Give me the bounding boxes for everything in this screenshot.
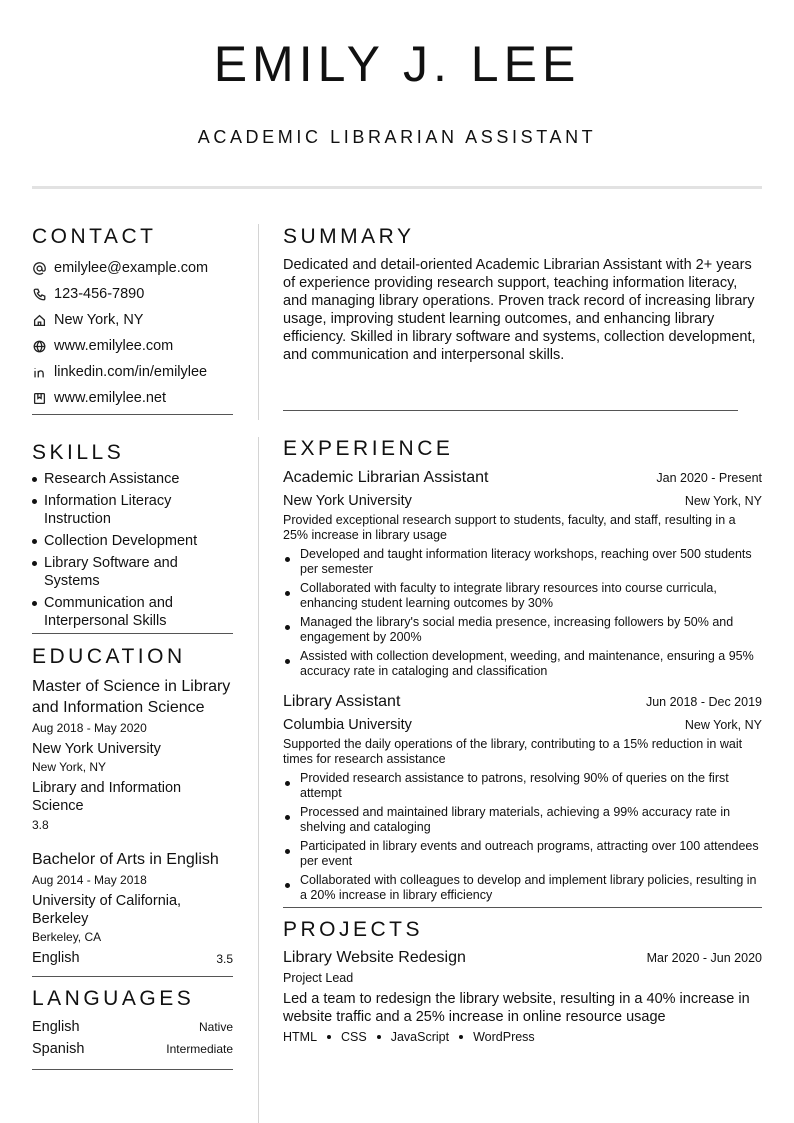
language-level: Intermediate xyxy=(166,1042,233,1056)
phone-icon xyxy=(32,287,46,301)
skill-item: Collection Development xyxy=(32,532,233,550)
job-company: New York University xyxy=(283,493,412,509)
languages-heading: LANGUAGES xyxy=(32,987,195,1010)
job-entry xyxy=(283,467,762,679)
globe-icon xyxy=(32,339,46,353)
education-divider xyxy=(32,976,233,977)
skill-item: Information Literacy Instruction xyxy=(32,492,233,528)
column-divider-top xyxy=(258,224,259,420)
contact-phone[interactable] xyxy=(32,281,233,307)
skills-divider xyxy=(32,633,233,634)
language-name: Spanish xyxy=(32,1041,85,1057)
separator-dot-icon xyxy=(459,1035,463,1039)
contact-website[interactable] xyxy=(32,333,233,359)
contact-email-text: emilylee@example.com xyxy=(54,260,209,276)
contact-email[interactable] xyxy=(32,255,233,281)
job-location: New York, NY xyxy=(684,718,762,732)
job-title: Library Assistant xyxy=(283,693,401,710)
job-header xyxy=(283,467,762,489)
edu-field-row xyxy=(32,949,233,967)
project-entry xyxy=(283,947,762,1044)
project-dates: Mar 2020 - Jun 2020 xyxy=(646,951,762,965)
job-description: Provided exceptional research support to students, faculty, and staff, resulting in a 25% increase in library usage xyxy=(283,513,736,542)
edu-field: English xyxy=(32,950,80,966)
education-entry xyxy=(32,676,233,833)
summary-text: Dedicated and detail-oriented Academic Librarian Assistant with 2+ years of experience providing research support, teaching information literacy, and managing library operations. Proven track record of increasing library usage, improving student learning outcomes, and enhancing library efficiency. Skilled in library software and systems, collection development, and communication and interpersonal skills. xyxy=(283,257,756,363)
language-name: English xyxy=(32,1019,80,1035)
skills-section xyxy=(32,440,233,634)
experience-section xyxy=(283,436,762,908)
job-company: Columbia University xyxy=(283,717,412,733)
education-section xyxy=(32,644,233,977)
project-header xyxy=(283,947,762,969)
contact-phone-text: 123-456-7890 xyxy=(54,286,145,302)
languages-section xyxy=(32,986,233,1070)
job-bullet: Collaborated with colleagues to develop and implement library policies, resulting in a 20% increase in library efficiency xyxy=(283,873,762,903)
language-item xyxy=(32,1016,233,1038)
linkedin-icon xyxy=(32,365,46,379)
language-level: Native xyxy=(198,1020,233,1034)
portfolio-icon xyxy=(32,391,46,405)
edu-location: Berkeley, CA xyxy=(32,930,102,944)
job-bullets xyxy=(283,771,762,903)
tech-tag: CSS xyxy=(341,1030,367,1044)
projects-section xyxy=(283,917,762,1044)
job-bullet: Assisted with collection development, weeding, and maintenance, ensuring a 95% accuracy rate in cataloging and classification xyxy=(283,649,762,679)
bullet-icon xyxy=(285,625,290,630)
bullet-icon xyxy=(285,781,290,786)
job-subheader xyxy=(283,715,762,735)
separator-dot-icon xyxy=(377,1035,381,1039)
edu-dates: Aug 2018 - May 2020 xyxy=(32,721,147,735)
job-bullets xyxy=(283,547,762,679)
bullet-icon xyxy=(32,539,37,544)
job-title: Academic Librarian Assistant xyxy=(283,469,489,486)
edu-dates: Aug 2014 - May 2018 xyxy=(32,873,147,887)
header-divider xyxy=(32,186,762,189)
bullet-icon xyxy=(32,477,37,482)
tech-tag: JavaScript xyxy=(390,1030,450,1044)
job-bullet: Developed and taught information literacy workshops, reaching over 500 students per semester xyxy=(283,547,762,577)
summary-divider xyxy=(283,410,738,411)
contact-linkedin-text: linkedin.com/in/emilylee xyxy=(54,364,208,380)
left-column xyxy=(32,224,233,1070)
edu-location: New York, NY xyxy=(32,760,107,774)
edu-gpa: 3.5 xyxy=(216,952,233,966)
bullet-icon xyxy=(285,883,290,888)
tech-tag: WordPress xyxy=(473,1030,535,1044)
bullet-icon xyxy=(285,815,290,820)
contact-divider xyxy=(32,414,233,415)
edu-school: University of California, Berkeley xyxy=(32,893,182,927)
job-location: New York, NY xyxy=(684,494,762,508)
job-entry xyxy=(283,691,762,903)
experience-divider xyxy=(283,907,762,908)
skill-item: Library Software and Systems xyxy=(32,554,233,590)
education-entry xyxy=(32,849,233,967)
home-icon xyxy=(32,313,46,327)
skill-item: Research Assistance xyxy=(32,470,233,488)
job-bullet: Collaborated with faculty to integrate library resources into course curricula, enhancing student learning outcomes by 30% xyxy=(283,581,762,611)
languages-divider xyxy=(32,1069,233,1070)
contact-portfolio[interactable] xyxy=(32,385,233,411)
job-bullet: Provided research assistance to patrons, resolving 90% of queries on the first attempt xyxy=(283,771,762,801)
candidate-name: EMILY J. LEE xyxy=(213,36,581,92)
education-heading: EDUCATION xyxy=(32,645,186,668)
bullet-icon xyxy=(32,499,37,504)
separator-dot-icon xyxy=(327,1035,331,1039)
projects-heading: PROJECTS xyxy=(283,918,424,941)
contact-heading: CONTACT xyxy=(32,225,157,248)
bullet-icon xyxy=(32,601,37,606)
bullet-icon xyxy=(32,561,37,566)
bullet-icon xyxy=(285,659,290,664)
project-role: Project Lead xyxy=(283,971,354,985)
tech-tag: HTML xyxy=(283,1030,318,1044)
summary-section xyxy=(283,224,762,411)
project-title: Library Website Redesign xyxy=(283,949,466,966)
contact-portfolio-text: www.emilylee.net xyxy=(54,390,167,406)
edu-degree: Master of Science in Library and Information Science xyxy=(32,678,231,716)
job-bullet: Participated in library events and outreach programs, attracting over 100 attendees per event xyxy=(283,839,762,869)
edu-degree: Bachelor of Arts in English xyxy=(32,851,219,868)
summary-heading: SUMMARY xyxy=(283,225,415,248)
language-item xyxy=(32,1038,233,1060)
project-tech-list xyxy=(283,1030,762,1044)
bullet-icon xyxy=(285,591,290,596)
contact-location xyxy=(32,307,233,333)
edu-gpa: 3.8 xyxy=(32,818,49,832)
contact-location-text: New York, NY xyxy=(54,312,144,328)
contact-section xyxy=(32,224,233,415)
edu-school: New York University xyxy=(32,741,161,757)
experience-heading: EXPERIENCE xyxy=(283,437,454,460)
contact-list xyxy=(32,255,233,411)
job-title: ACADEMIC LIBRARIAN ASSISTANT xyxy=(197,127,597,147)
right-column xyxy=(283,224,762,1044)
contact-linkedin[interactable] xyxy=(32,359,233,385)
project-description: Led a team to redesign the library website, resulting in a 40% increase in website traffic and a 25% increase in online resource usage xyxy=(283,991,750,1025)
bullet-icon xyxy=(285,557,290,562)
skill-item: Communication and Interpersonal Skills xyxy=(32,594,233,630)
at-sign-icon xyxy=(32,261,46,275)
job-description: Supported the daily operations of the library, contributing to a 15% reduction in wait times for research assistance xyxy=(283,737,743,766)
skills-heading: SKILLS xyxy=(32,441,125,464)
job-header xyxy=(283,691,762,713)
languages-list xyxy=(32,1016,233,1060)
skills-list xyxy=(32,470,233,630)
job-subheader xyxy=(283,491,762,511)
column-divider-bottom xyxy=(258,437,259,1123)
job-dates: Jan 2020 - Present xyxy=(656,471,762,485)
edu-field: Library and Information Science xyxy=(32,780,182,814)
bullet-icon xyxy=(285,849,290,854)
job-bullet: Processed and maintained library materials, achieving a 99% accuracy rate in shelving and cataloging xyxy=(283,805,762,835)
contact-website-text: www.emilylee.com xyxy=(54,338,174,354)
job-bullet: Managed the library's social media presence, increasing followers by 50% and engagement by 200% xyxy=(283,615,762,645)
job-dates: Jun 2018 - Dec 2019 xyxy=(645,695,762,709)
